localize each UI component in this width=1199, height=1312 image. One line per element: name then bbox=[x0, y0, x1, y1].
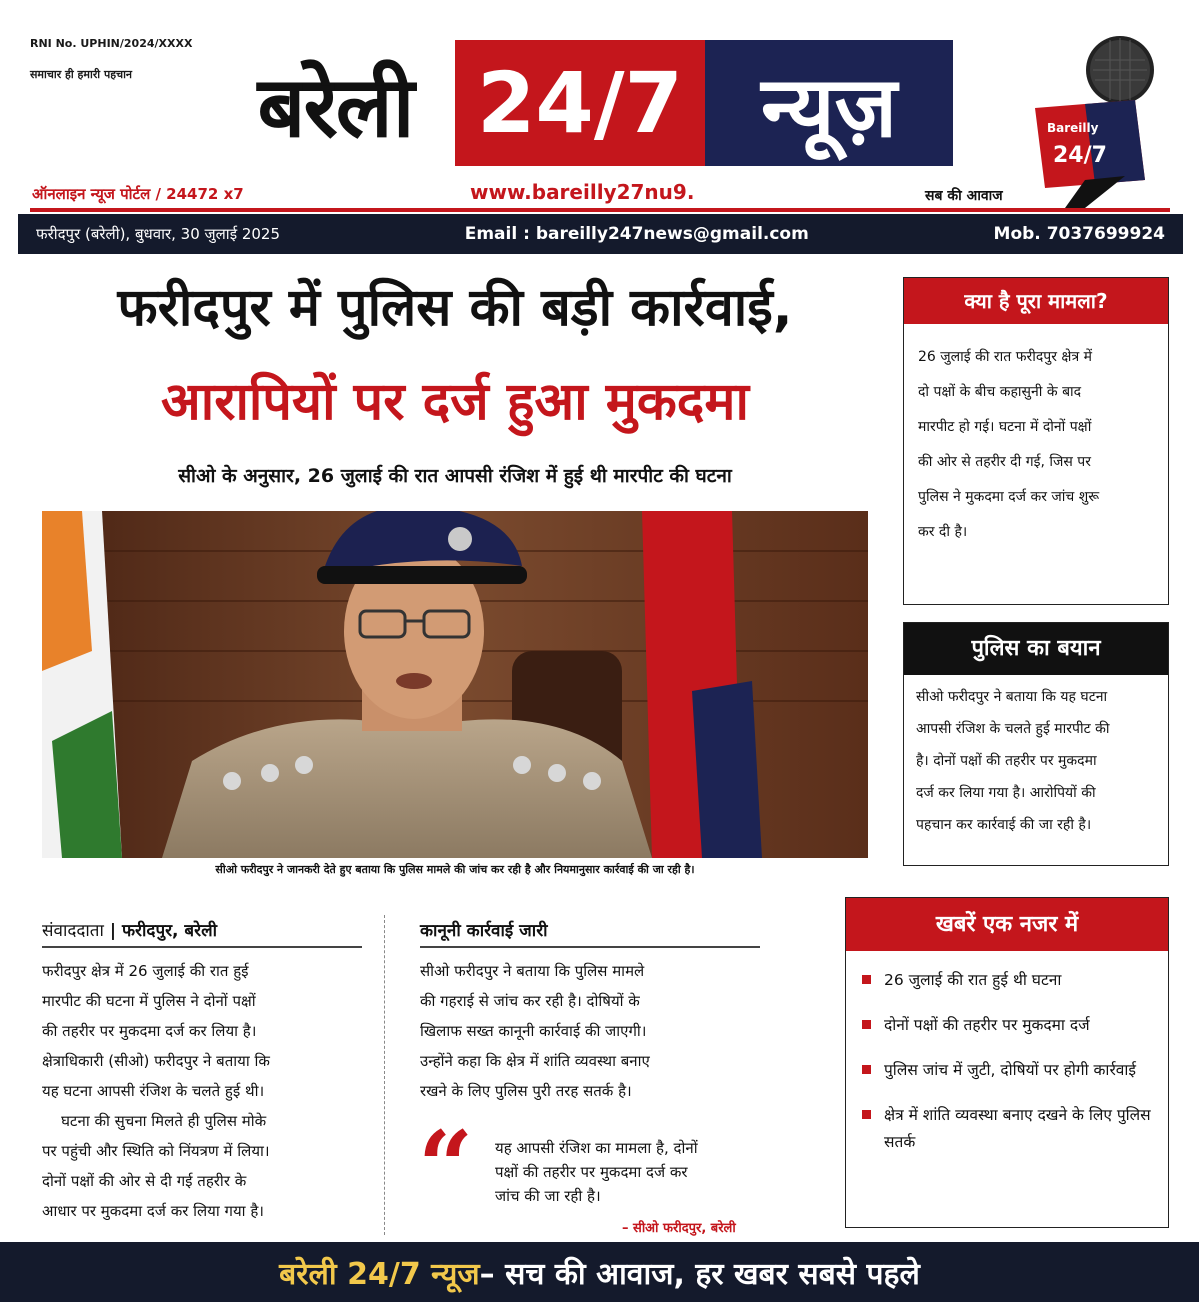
pull-quote-line: जांच की जा रही है। bbox=[495, 1187, 601, 1205]
news-glance-text: दोनों पक्षों की तहरीर पर मुकदमा दर्ज bbox=[884, 1016, 1090, 1034]
photo-caption: सीओ फरीदपुर ने जानकरी देते हुए बताया कि पुलिस मामले की जांच कर रही है और नियमानुसार कार्रवाई की जा रही है। bbox=[215, 863, 695, 876]
news-glance-text: पुलिस जांच में जुटी, दोषियों पर होगी कार्रवाई bbox=[884, 1061, 1137, 1079]
police-statement-body bbox=[904, 675, 1168, 841]
column2-heading: कानूनी कार्रवाई जारी bbox=[420, 921, 548, 941]
news-glance-text: क्षेत्र में शांति व्यवस्था बनाए दखने के लिए पुलिस सतर्क bbox=[884, 1106, 1151, 1151]
bullet-square-icon bbox=[862, 1065, 871, 1074]
column2-line: उन्होंने कहा कि क्षेत्र में शांति व्यवस्था बनाए bbox=[420, 1052, 650, 1070]
dateline-bar bbox=[18, 214, 1183, 254]
footer-brand: बरेली 24/7 न्यूज bbox=[279, 1256, 480, 1292]
column2-line: खिलाफ सख्त कानूनी कार्रवाई की जाएगी। bbox=[420, 1022, 647, 1040]
microphone-logo bbox=[1025, 30, 1165, 210]
headline-line1: फरीदपुर में पुलिस की बड़ी कार्रवाई, bbox=[117, 278, 793, 338]
subheadline: सीओ के अनुसार, 26 जुलाई की रात आपसी रंजिश में हुई थी मारपीट की घटना bbox=[178, 465, 732, 487]
website-link[interactable]: www.bareilly27nu9. bbox=[470, 180, 695, 204]
footer-bar bbox=[0, 1242, 1199, 1302]
headline-line2: आरापियों पर दर्ज हुआ मुकदमा bbox=[161, 372, 749, 432]
police-statement-line: आपसी रंजिश के चलते हुई मारपीट की bbox=[916, 721, 1110, 737]
column2-line: की गहराई से जांच कर रही है। दोषियों के bbox=[420, 992, 640, 1010]
pull-quote-line: यह आपसी रंजिश का मामला है, दोनों bbox=[495, 1139, 698, 1157]
column1-line: पर पहुंची और स्थिति को निंयत्रण में लिया। bbox=[42, 1142, 270, 1160]
news-glance-list bbox=[846, 951, 1168, 1156]
column1-body bbox=[42, 956, 362, 1226]
column1-line: घटना की सुचना मिलते ही पुलिस मोके bbox=[42, 1112, 267, 1130]
byline-place: फरीदपुर, बरेली bbox=[121, 921, 218, 941]
slogan: सब की आवाज bbox=[925, 188, 1003, 204]
police-statement-line: सीओ फरीदपुर ने बताया कि यह घटना bbox=[916, 689, 1108, 705]
column1-line: आधार पर मुकदमा दर्ज कर लिया गया है। bbox=[42, 1202, 264, 1220]
masthead-rule bbox=[30, 208, 1170, 212]
case-summary-line: की ओर से तहरीर दी गई, जिस पर bbox=[918, 454, 1091, 470]
column1-line: की तहरीर पर मुकदमा दर्ज कर लिया है। bbox=[42, 1022, 257, 1040]
news-glance-item bbox=[860, 1102, 1154, 1156]
case-summary-line: दो पक्षों के बीच कहासुनी के बाद bbox=[918, 384, 1082, 400]
case-summary-line: 26 जुलाई की रात फरीदपुर क्षेत्र में bbox=[918, 349, 1093, 365]
column1-line: फरीदपुर क्षेत्र में 26 जुलाई की रात हुई bbox=[42, 962, 249, 980]
footer-slogan: – सच की आवाज, हर खबर सबसे पहले bbox=[479, 1256, 920, 1292]
case-summary-box bbox=[903, 277, 1169, 605]
case-summary-body bbox=[904, 324, 1168, 550]
case-summary-line: मारपीट हो गई। घटना में दोनों पक्षों bbox=[918, 419, 1092, 435]
column1-line: दोनों पक्षों की ओर से दी गई तहरीर के bbox=[42, 1172, 247, 1190]
rni-number: RNI No. UPHIN/2024/XXXX bbox=[30, 37, 193, 50]
logo-news: न्यूज़ bbox=[705, 40, 953, 166]
byline bbox=[42, 918, 217, 941]
masthead-logo bbox=[215, 40, 953, 166]
mic-label-num: 24/7 bbox=[1053, 143, 1107, 168]
tagline: समाचार ही हमारी पहचान bbox=[30, 68, 133, 81]
news-photo bbox=[42, 511, 868, 858]
news-glance-text: 26 जुलाई की रात हुई थी घटना bbox=[884, 971, 1062, 989]
bullet-square-icon bbox=[862, 1020, 871, 1029]
case-summary-title: क्या है पूरा मामला? bbox=[904, 278, 1168, 324]
police-statement-box bbox=[903, 622, 1169, 866]
column2-rule bbox=[420, 946, 760, 948]
news-glance-item bbox=[860, 1057, 1154, 1084]
column2-line: रखने के लिए पुलिस पुरी तरह सतर्क है। bbox=[420, 1082, 632, 1100]
place-date: फरीदपुर (बरेली), बुधवार, 30 जुलाई 2025 bbox=[36, 225, 281, 243]
byline-separator: | bbox=[103, 921, 122, 941]
masthead-meta bbox=[30, 36, 192, 98]
news-glance-item bbox=[860, 967, 1154, 994]
column1-line: मारपीट की घटना में पुलिस ने दोनों पक्षों bbox=[42, 992, 256, 1010]
byline-rule bbox=[42, 946, 362, 948]
mobile-number: Mob. 7037699924 bbox=[993, 224, 1165, 244]
logo-bareli: बरेली bbox=[257, 57, 413, 156]
police-statement-title: पुलिस का बयान bbox=[904, 623, 1168, 675]
portal-label: ऑनलाइन न्यूज पोर्टल / 24472 x7 bbox=[32, 185, 244, 203]
logo-247: 24/7 bbox=[455, 40, 705, 166]
column2-line: सीओ फरीदपुर ने बताया कि पुलिस मामले bbox=[420, 962, 645, 980]
email-link[interactable]: Email : bareilly247news@gmail.com bbox=[464, 224, 809, 244]
column1-line: यह घटना आपसी रंजिश के चलते हुई थी। bbox=[42, 1082, 265, 1100]
pull-quote bbox=[495, 1136, 785, 1208]
mic-label-top: Bareilly bbox=[1047, 121, 1099, 135]
byline-role: संवाददाता bbox=[42, 921, 104, 941]
case-summary-line: पुलिस ने मुकदमा दर्ज कर जांच शुरू bbox=[918, 489, 1100, 505]
column2-body bbox=[420, 956, 765, 1106]
police-statement-line: दर्ज कर लिया गया है। आरोपियों की bbox=[916, 785, 1096, 801]
news-glance-title: खबरें एक नजर में bbox=[846, 898, 1168, 951]
column1-line: क्षेत्राधिकारी (सीओ) फरीदपुर ने बताया कि bbox=[42, 1052, 270, 1070]
news-glance-box bbox=[845, 897, 1169, 1228]
bullet-square-icon bbox=[862, 1110, 871, 1119]
police-statement-line: है। दोनों पक्षों की तहरीर पर मुकदमा bbox=[916, 753, 1097, 769]
quote-mark-icon: “ bbox=[418, 1110, 474, 1223]
quote-attribution: – सीओ फरीदपुर, बरेली bbox=[622, 1221, 736, 1236]
police-statement-line: पहचान कर कार्रवाई की जा रही है। bbox=[916, 817, 1092, 833]
case-summary-line: कर दी है। bbox=[918, 524, 968, 540]
column-divider bbox=[384, 915, 385, 1235]
pull-quote-line: पक्षों की तहरीर पर मुकदमा दर्ज कर bbox=[495, 1163, 688, 1181]
news-glance-item bbox=[860, 1012, 1154, 1039]
bullet-square-icon bbox=[862, 975, 871, 984]
